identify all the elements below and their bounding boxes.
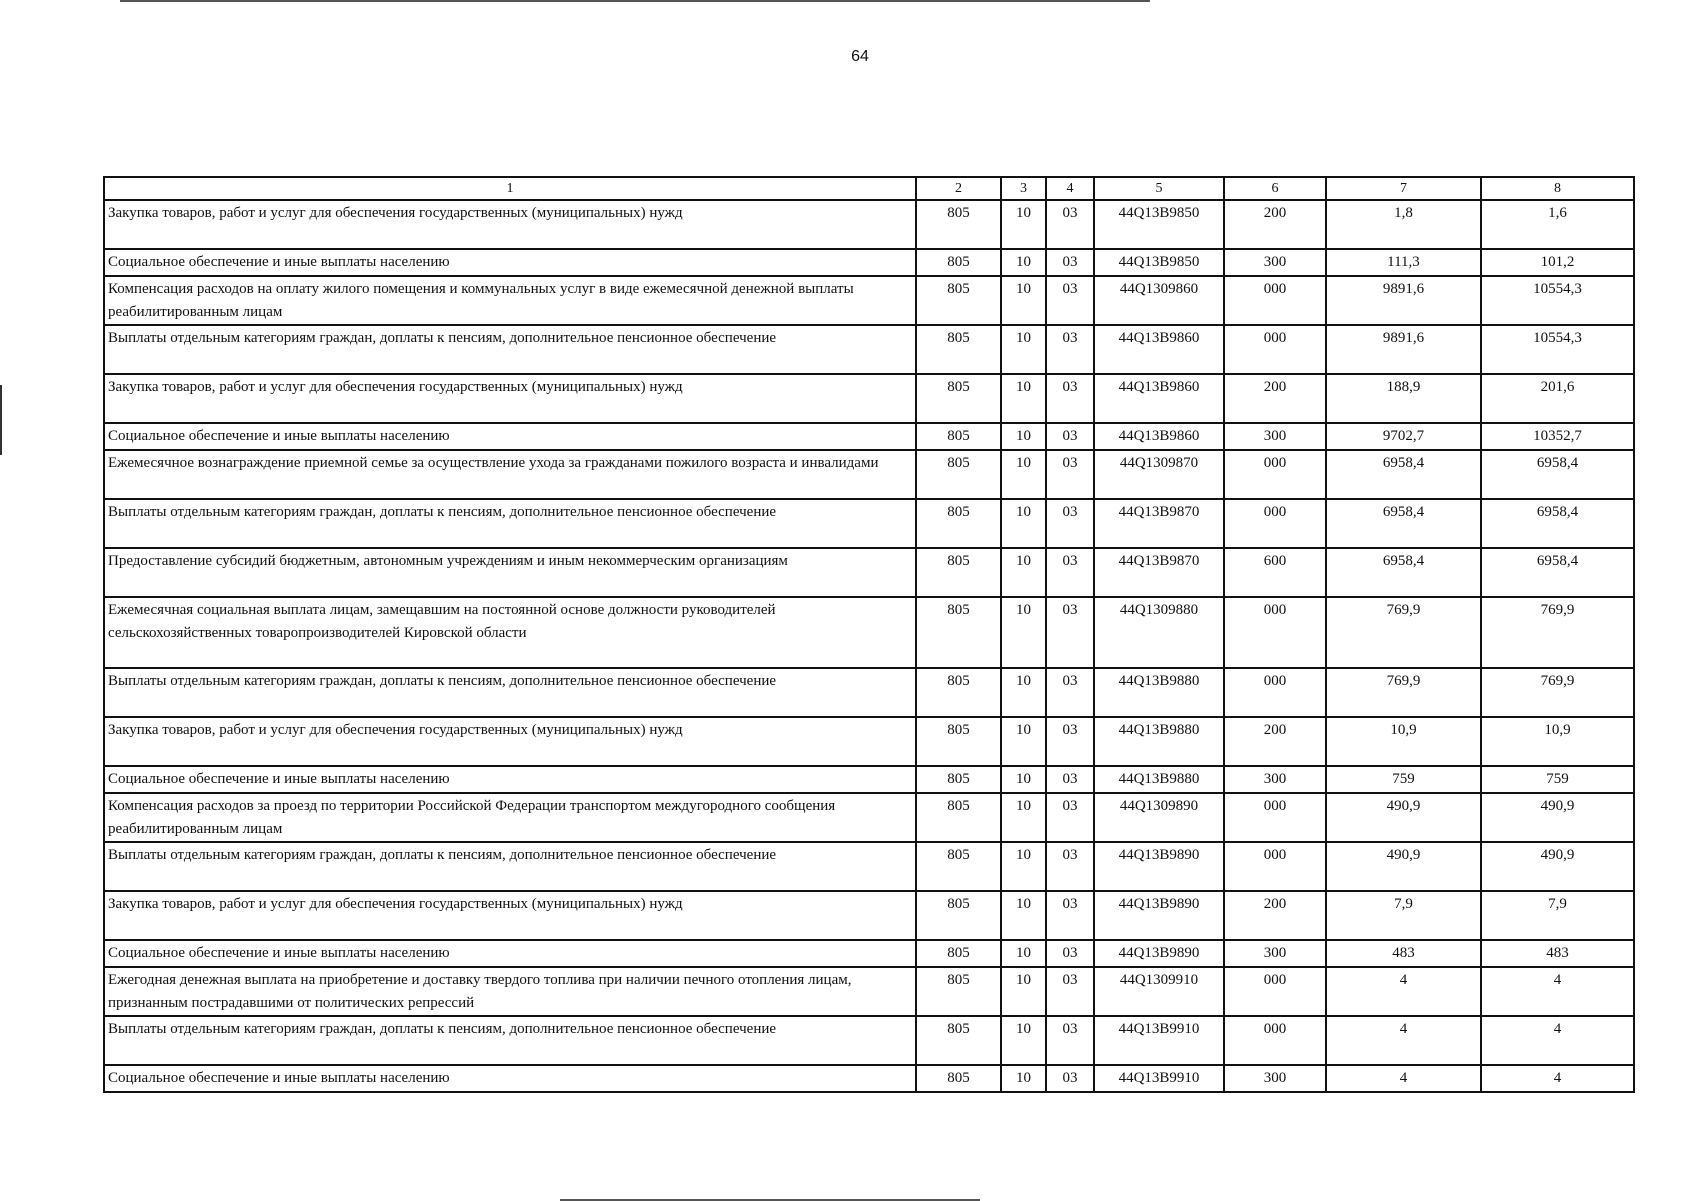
row-c3-cell: 10 <box>1001 668 1046 717</box>
row-name-cell: Закупка товаров, работ и услуг для обеспечения государственных (муниципальных) нужд <box>104 374 916 423</box>
table-row <box>104 499 1634 548</box>
row-c5-cell: 44Q13B9850 <box>1094 200 1224 249</box>
row-name-cell: Социальное обеспечение и иные выплаты населению <box>104 1065 916 1092</box>
row-c3-cell: 10 <box>1001 717 1046 766</box>
row-c7-cell: 4 <box>1326 1016 1481 1065</box>
table-row <box>104 967 1634 1016</box>
row-c6-cell: 000 <box>1224 325 1326 374</box>
row-c2-cell: 805 <box>916 891 1001 940</box>
row-c4-cell: 03 <box>1046 1016 1094 1065</box>
row-c7-cell: 4 <box>1326 1065 1481 1092</box>
row-c7-cell: 188,9 <box>1326 374 1481 423</box>
row-c7-cell: 769,9 <box>1326 597 1481 668</box>
row-c4-cell: 03 <box>1046 276 1094 325</box>
row-c8-cell: 490,9 <box>1481 793 1634 842</box>
row-c6-cell: 300 <box>1224 766 1326 793</box>
header-cell: 5 <box>1094 177 1224 200</box>
row-c7-cell: 490,9 <box>1326 842 1481 891</box>
row-c3-cell: 10 <box>1001 793 1046 842</box>
row-c8-cell: 10554,3 <box>1481 276 1634 325</box>
row-c4-cell: 03 <box>1046 597 1094 668</box>
row-c4-cell: 03 <box>1046 891 1094 940</box>
row-c5-cell: 44Q13B9870 <box>1094 499 1224 548</box>
row-c7-cell: 490,9 <box>1326 793 1481 842</box>
row-c4-cell: 03 <box>1046 200 1094 249</box>
row-c8-cell: 10352,7 <box>1481 423 1634 450</box>
row-c5-cell: 44Q13B9880 <box>1094 766 1224 793</box>
row-c8-cell: 759 <box>1481 766 1634 793</box>
row-c4-cell: 03 <box>1046 793 1094 842</box>
row-name-cell: Социальное обеспечение и иные выплаты населению <box>104 423 916 450</box>
row-c7-cell: 1,8 <box>1326 200 1481 249</box>
row-name-cell: Компенсация расходов за проезд по территории Российской Федерации транспортом междугородного сообщения реабилитированным лицам <box>104 793 916 842</box>
row-name-cell: Социальное обеспечение и иные выплаты населению <box>104 249 916 276</box>
row-c7-cell: 9891,6 <box>1326 276 1481 325</box>
row-c7-cell: 9702,7 <box>1326 423 1481 450</box>
row-name-cell: Выплаты отдельным категориям граждан, доплаты к пенсиям, дополнительное пенсионное обеспечение <box>104 668 916 717</box>
row-c2-cell: 805 <box>916 793 1001 842</box>
row-c6-cell: 000 <box>1224 499 1326 548</box>
row-c5-cell: 44Q13B9890 <box>1094 940 1224 967</box>
row-c8-cell: 6958,4 <box>1481 450 1634 499</box>
row-c5-cell: 44Q13B9880 <box>1094 717 1224 766</box>
row-c6-cell: 000 <box>1224 597 1326 668</box>
header-cell: 3 <box>1001 177 1046 200</box>
row-c4-cell: 03 <box>1046 1065 1094 1092</box>
row-c7-cell: 759 <box>1326 766 1481 793</box>
row-c3-cell: 10 <box>1001 499 1046 548</box>
row-c4-cell: 03 <box>1046 374 1094 423</box>
row-c4-cell: 03 <box>1046 766 1094 793</box>
row-c3-cell: 10 <box>1001 450 1046 499</box>
row-name-cell: Компенсация расходов на оплату жилого помещения и коммунальных услуг в виде ежемесячной денежной выплаты реабилитированным лицам <box>104 276 916 325</box>
table-row <box>104 842 1634 891</box>
row-c8-cell: 4 <box>1481 1065 1634 1092</box>
row-c2-cell: 805 <box>916 668 1001 717</box>
row-c2-cell: 805 <box>916 325 1001 374</box>
row-c6-cell: 600 <box>1224 548 1326 597</box>
header-cell: 1 <box>104 177 916 200</box>
row-c6-cell: 300 <box>1224 249 1326 276</box>
page-number: 64 <box>851 48 869 65</box>
row-c6-cell: 300 <box>1224 940 1326 967</box>
row-c8-cell: 490,9 <box>1481 842 1634 891</box>
row-c7-cell: 111,3 <box>1326 249 1481 276</box>
row-c3-cell: 10 <box>1001 891 1046 940</box>
row-c3-cell: 10 <box>1001 1065 1046 1092</box>
row-c6-cell: 000 <box>1224 668 1326 717</box>
row-c3-cell: 10 <box>1001 842 1046 891</box>
row-c5-cell: 44Q13B9860 <box>1094 423 1224 450</box>
row-c4-cell: 03 <box>1046 548 1094 597</box>
row-c8-cell: 769,9 <box>1481 668 1634 717</box>
row-c8-cell: 6958,4 <box>1481 548 1634 597</box>
row-c3-cell: 10 <box>1001 766 1046 793</box>
table-header-row <box>104 177 1634 200</box>
row-c7-cell: 10,9 <box>1326 717 1481 766</box>
row-c5-cell: 44Q13B9870 <box>1094 548 1224 597</box>
row-name-cell: Выплаты отдельным категориям граждан, доплаты к пенсиям, дополнительное пенсионное обеспечение <box>104 842 916 891</box>
table-row <box>104 1065 1634 1092</box>
row-c6-cell: 000 <box>1224 450 1326 499</box>
row-c2-cell: 805 <box>916 842 1001 891</box>
row-c8-cell: 4 <box>1481 1016 1634 1065</box>
row-name-cell: Предоставление субсидий бюджетным, автономным учреждениям и иным некоммерческим организациям <box>104 548 916 597</box>
row-c3-cell: 10 <box>1001 374 1046 423</box>
table-row <box>104 597 1634 668</box>
header-cell: 6 <box>1224 177 1326 200</box>
row-c2-cell: 805 <box>916 766 1001 793</box>
row-c2-cell: 805 <box>916 249 1001 276</box>
row-name-cell: Ежегодная денежная выплата на приобретение и доставку твердого топлива при наличии печного отопления лицам, признанным пострадавшими от политических репрессий <box>104 967 916 1016</box>
row-c8-cell: 483 <box>1481 940 1634 967</box>
row-c6-cell: 300 <box>1224 423 1326 450</box>
row-name-cell: Выплаты отдельным категориям граждан, доплаты к пенсиям, дополнительное пенсионное обеспечение <box>104 325 916 374</box>
table-row <box>104 450 1634 499</box>
header-cell: 2 <box>916 177 1001 200</box>
row-c3-cell: 10 <box>1001 940 1046 967</box>
row-c8-cell: 4 <box>1481 967 1634 1016</box>
row-c5-cell: 44Q13B9910 <box>1094 1065 1224 1092</box>
table-row <box>104 940 1634 967</box>
row-c4-cell: 03 <box>1046 423 1094 450</box>
scan-edge-top <box>120 0 1150 2</box>
row-c6-cell: 000 <box>1224 276 1326 325</box>
table-row <box>104 374 1634 423</box>
row-c3-cell: 10 <box>1001 548 1046 597</box>
row-c2-cell: 805 <box>916 374 1001 423</box>
row-c6-cell: 000 <box>1224 1016 1326 1065</box>
row-name-cell: Закупка товаров, работ и услуг для обеспечения государственных (муниципальных) нужд <box>104 891 916 940</box>
row-c5-cell: 44Q1309880 <box>1094 597 1224 668</box>
row-c8-cell: 101,2 <box>1481 249 1634 276</box>
row-c8-cell: 1,6 <box>1481 200 1634 249</box>
row-c4-cell: 03 <box>1046 940 1094 967</box>
row-c7-cell: 4 <box>1326 967 1481 1016</box>
row-c6-cell: 000 <box>1224 842 1326 891</box>
header-cell: 8 <box>1481 177 1634 200</box>
row-c4-cell: 03 <box>1046 967 1094 1016</box>
row-c5-cell: 44Q1309910 <box>1094 967 1224 1016</box>
row-c6-cell: 200 <box>1224 200 1326 249</box>
row-c2-cell: 805 <box>916 200 1001 249</box>
row-c2-cell: 805 <box>916 967 1001 1016</box>
row-c2-cell: 805 <box>916 940 1001 967</box>
row-c3-cell: 10 <box>1001 967 1046 1016</box>
row-c3-cell: 10 <box>1001 325 1046 374</box>
row-c2-cell: 805 <box>916 276 1001 325</box>
table-row <box>104 200 1634 249</box>
row-c5-cell: 44Q1309860 <box>1094 276 1224 325</box>
row-c4-cell: 03 <box>1046 249 1094 276</box>
budget-table <box>103 176 1635 1093</box>
table-row <box>104 325 1634 374</box>
header-cell: 4 <box>1046 177 1094 200</box>
row-c5-cell: 44Q13B9880 <box>1094 668 1224 717</box>
row-c4-cell: 03 <box>1046 325 1094 374</box>
row-c8-cell: 6958,4 <box>1481 499 1634 548</box>
row-c4-cell: 03 <box>1046 717 1094 766</box>
row-c5-cell: 44Q13B9860 <box>1094 374 1224 423</box>
table-row <box>104 766 1634 793</box>
row-c7-cell: 6958,4 <box>1326 450 1481 499</box>
table-row <box>104 548 1634 597</box>
row-c7-cell: 9891,6 <box>1326 325 1481 374</box>
row-c6-cell: 000 <box>1224 967 1326 1016</box>
row-c5-cell: 44Q13B9860 <box>1094 325 1224 374</box>
table-row <box>104 891 1634 940</box>
table-row <box>104 423 1634 450</box>
row-name-cell: Выплаты отдельным категориям граждан, доплаты к пенсиям, дополнительное пенсионное обеспечение <box>104 1016 916 1065</box>
row-c5-cell: 44Q13B9890 <box>1094 842 1224 891</box>
row-name-cell: Ежемесячная социальная выплата лицам, замещавшим на постоянной основе должности руководителей сельскохозяйственных товаропроизводителей Кировской области <box>104 597 916 668</box>
row-c6-cell: 200 <box>1224 891 1326 940</box>
table-row <box>104 717 1634 766</box>
row-c7-cell: 483 <box>1326 940 1481 967</box>
row-c5-cell: 44Q13B9910 <box>1094 1016 1224 1065</box>
row-c5-cell: 44Q1309870 <box>1094 450 1224 499</box>
row-c8-cell: 201,6 <box>1481 374 1634 423</box>
row-c2-cell: 805 <box>916 423 1001 450</box>
row-c3-cell: 10 <box>1001 276 1046 325</box>
row-c3-cell: 10 <box>1001 423 1046 450</box>
row-c2-cell: 805 <box>916 597 1001 668</box>
header-cell: 7 <box>1326 177 1481 200</box>
row-c3-cell: 10 <box>1001 597 1046 668</box>
row-c2-cell: 805 <box>916 1065 1001 1092</box>
row-c8-cell: 7,9 <box>1481 891 1634 940</box>
row-name-cell: Ежемесячное вознаграждение приемной семье за осуществление ухода за гражданами пожилого возраста и инвалидами <box>104 450 916 499</box>
row-c4-cell: 03 <box>1046 499 1094 548</box>
row-name-cell: Выплаты отдельным категориям граждан, доплаты к пенсиям, дополнительное пенсионное обеспечение <box>104 499 916 548</box>
table-row <box>104 276 1634 325</box>
row-c2-cell: 805 <box>916 499 1001 548</box>
row-c2-cell: 805 <box>916 548 1001 597</box>
row-c7-cell: 769,9 <box>1326 668 1481 717</box>
row-c6-cell: 200 <box>1224 374 1326 423</box>
row-name-cell: Социальное обеспечение и иные выплаты населению <box>104 940 916 967</box>
row-c3-cell: 10 <box>1001 200 1046 249</box>
row-c8-cell: 10,9 <box>1481 717 1634 766</box>
row-c5-cell: 44Q13B9890 <box>1094 891 1224 940</box>
row-c8-cell: 10554,3 <box>1481 325 1634 374</box>
row-c4-cell: 03 <box>1046 450 1094 499</box>
table-row <box>104 668 1634 717</box>
row-c4-cell: 03 <box>1046 668 1094 717</box>
row-c5-cell: 44Q1309890 <box>1094 793 1224 842</box>
row-c2-cell: 805 <box>916 450 1001 499</box>
row-c6-cell: 000 <box>1224 793 1326 842</box>
row-c8-cell: 769,9 <box>1481 597 1634 668</box>
row-c6-cell: 200 <box>1224 717 1326 766</box>
table-row <box>104 793 1634 842</box>
row-c6-cell: 300 <box>1224 1065 1326 1092</box>
row-name-cell: Социальное обеспечение и иные выплаты населению <box>104 766 916 793</box>
row-name-cell: Закупка товаров, работ и услуг для обеспечения государственных (муниципальных) нужд <box>104 717 916 766</box>
row-c3-cell: 10 <box>1001 249 1046 276</box>
row-c7-cell: 7,9 <box>1326 891 1481 940</box>
row-c7-cell: 6958,4 <box>1326 499 1481 548</box>
row-name-cell: Закупка товаров, работ и услуг для обеспечения государственных (муниципальных) нужд <box>104 200 916 249</box>
row-c4-cell: 03 <box>1046 842 1094 891</box>
row-c3-cell: 10 <box>1001 1016 1046 1065</box>
scan-edge-left <box>0 385 2 455</box>
row-c2-cell: 805 <box>916 1016 1001 1065</box>
table-row <box>104 1016 1634 1065</box>
row-c2-cell: 805 <box>916 717 1001 766</box>
row-c7-cell: 6958,4 <box>1326 548 1481 597</box>
table-row <box>104 249 1634 276</box>
row-c5-cell: 44Q13B9850 <box>1094 249 1224 276</box>
